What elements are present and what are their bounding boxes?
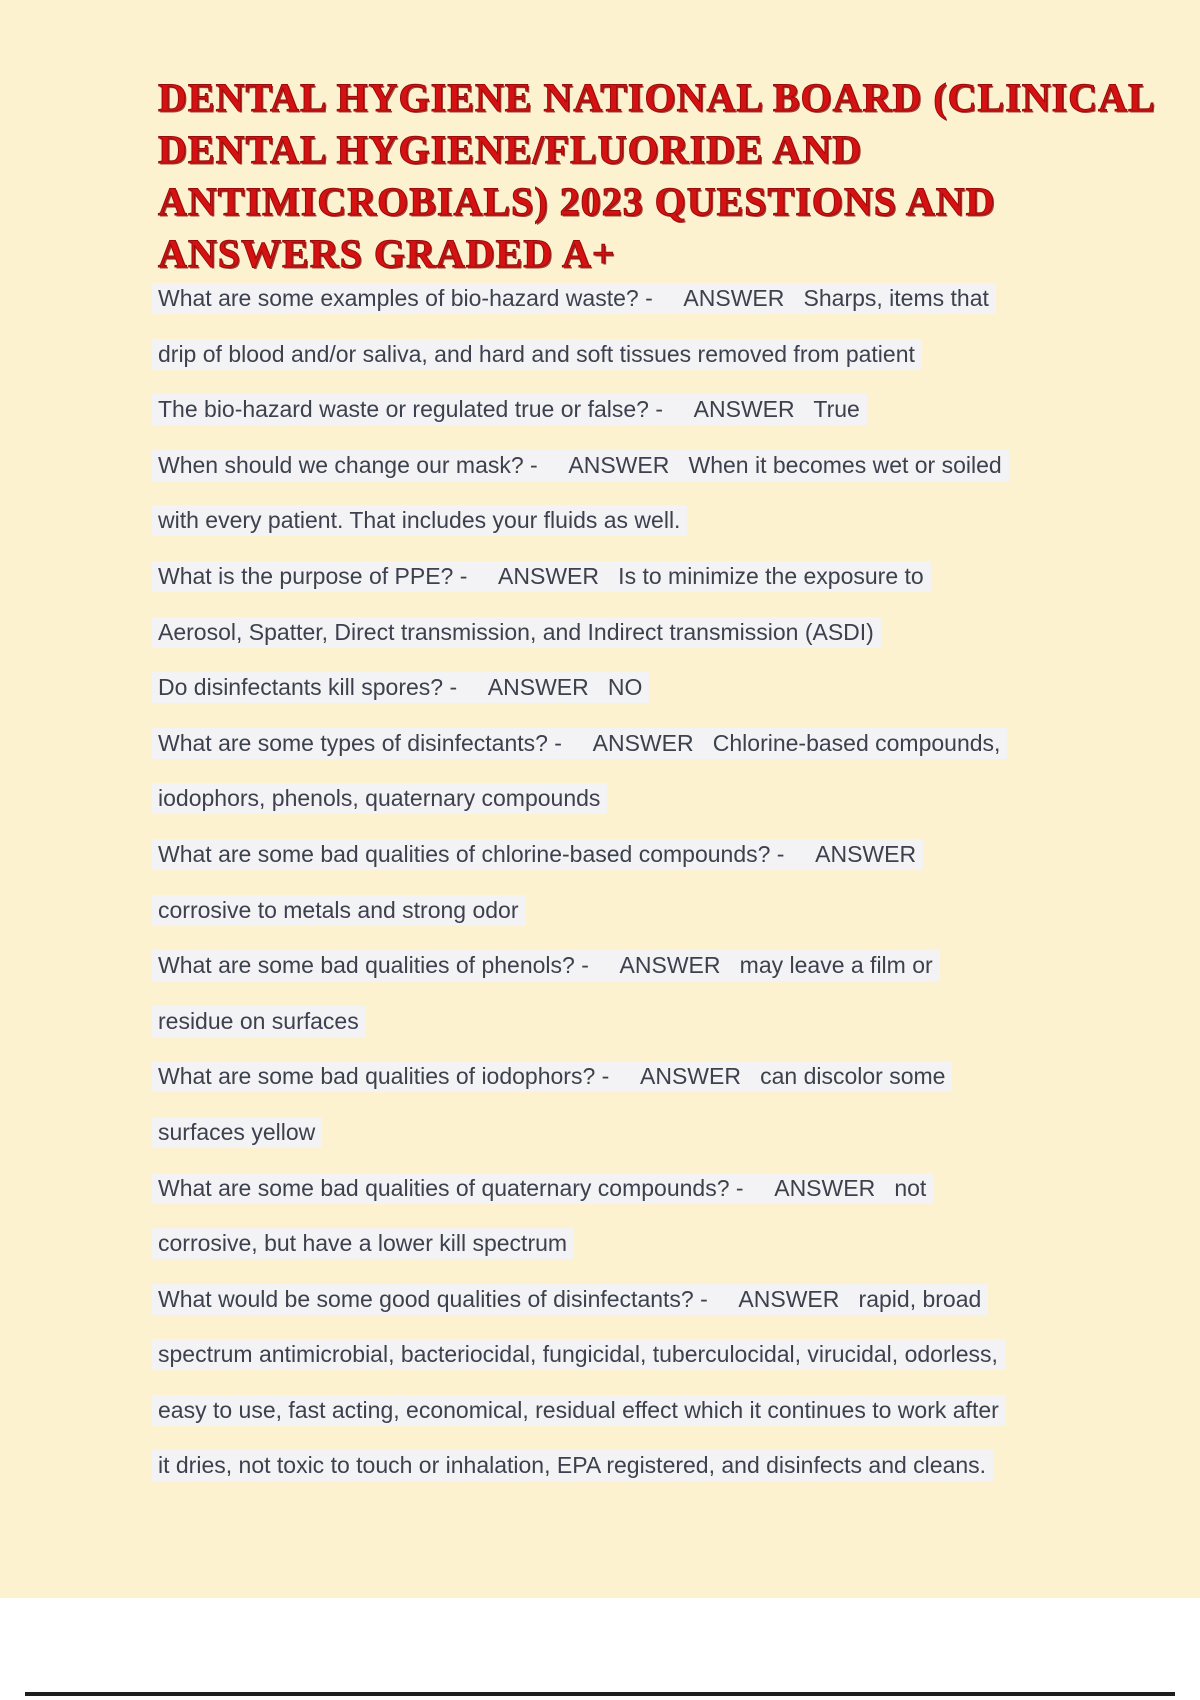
highlighted-text: When should we change our mask? - ANSWER When it becomes wet or soiled [152, 450, 1009, 481]
highlighted-text: spectrum antimicrobial, bacteriocidal, fungicidal, tuberculocidal, virucidal, odorless, [152, 1339, 1005, 1370]
highlighted-text: What are some bad qualities of quaternary compounds? - ANSWER not [152, 1173, 933, 1204]
document-line [152, 1061, 1152, 1117]
highlighted-text: What are some types of disinfectants? - ANSWER Chlorine-based compounds, [152, 728, 1007, 759]
document-line [152, 1117, 1152, 1173]
document-line [152, 783, 1152, 839]
highlighted-text: What are some bad qualities of phenols? - ANSWER may leave a film or [152, 950, 940, 981]
document-line [152, 672, 1152, 728]
document-line [152, 561, 1152, 617]
highlighted-text: drip of blood and/or saliva, and hard and soft tissues removed from patient [152, 339, 922, 370]
page-title-line: ANTIMICROBIALS) 2023 QUESTIONS AND [158, 179, 996, 224]
document-line [152, 339, 1152, 395]
document-line [152, 728, 1152, 784]
document-line [152, 394, 1152, 450]
highlighted-text: Do disinfectants kill spores? - ANSWER NO [152, 672, 649, 703]
highlighted-text: What would be some good qualities of disinfectants? - ANSWER rapid, broad [152, 1284, 988, 1315]
highlighted-text: it dries, not toxic to touch or inhalation, EPA registered, and disinfects and cleans. [152, 1450, 993, 1481]
highlighted-text: with every patient. That includes your fluids as well. [152, 505, 687, 536]
document-line [152, 1339, 1152, 1395]
highlighted-text: iodophors, phenols, quaternary compounds [152, 783, 607, 814]
page-title-line: ANSWERS GRADED A+ [158, 231, 616, 276]
document-line [152, 505, 1152, 561]
document-line [152, 617, 1152, 673]
document-line [152, 1284, 1152, 1340]
document-line [152, 1173, 1152, 1229]
document-line [152, 839, 1152, 895]
document-body [152, 283, 1152, 1506]
highlighted-text: What are some bad qualities of chlorine-based compounds? - ANSWER [152, 839, 923, 870]
page-footer [0, 1598, 1200, 1700]
highlighted-text: surfaces yellow [152, 1117, 322, 1148]
footer-divider-line [25, 1692, 1175, 1696]
page-title [158, 72, 1156, 280]
page-title-line: DENTAL HYGIENE NATIONAL BOARD (CLINICAL [158, 75, 1156, 120]
page-title-line: DENTAL HYGIENE/FLUORIDE AND [158, 127, 863, 172]
highlighted-text: corrosive, but have a lower kill spectrum [152, 1228, 574, 1259]
document-line [152, 1395, 1152, 1451]
document-line [152, 895, 1152, 951]
highlighted-text: Aerosol, Spatter, Direct transmission, and Indirect transmission (ASDI) [152, 617, 881, 648]
document-line [152, 950, 1152, 1006]
document-line [152, 450, 1152, 506]
highlighted-text: corrosive to metals and strong odor [152, 895, 526, 926]
document-line [152, 1006, 1152, 1062]
highlighted-text: easy to use, fast acting, economical, residual effect which it continues to work after [152, 1395, 1006, 1426]
document-line [152, 283, 1152, 339]
document-line [152, 1228, 1152, 1284]
highlighted-text: What is the purpose of PPE? - ANSWER Is to minimize the exposure to [152, 561, 931, 592]
highlighted-text: What are some examples of bio-hazard waste? - ANSWER Sharps, items that [152, 283, 996, 314]
highlighted-text: What are some bad qualities of iodophors? - ANSWER can discolor some [152, 1061, 952, 1092]
highlighted-text: The bio-hazard waste or regulated true or false? - ANSWER True [152, 394, 867, 425]
highlighted-text: residue on surfaces [152, 1006, 366, 1037]
document-line [152, 1450, 1152, 1506]
